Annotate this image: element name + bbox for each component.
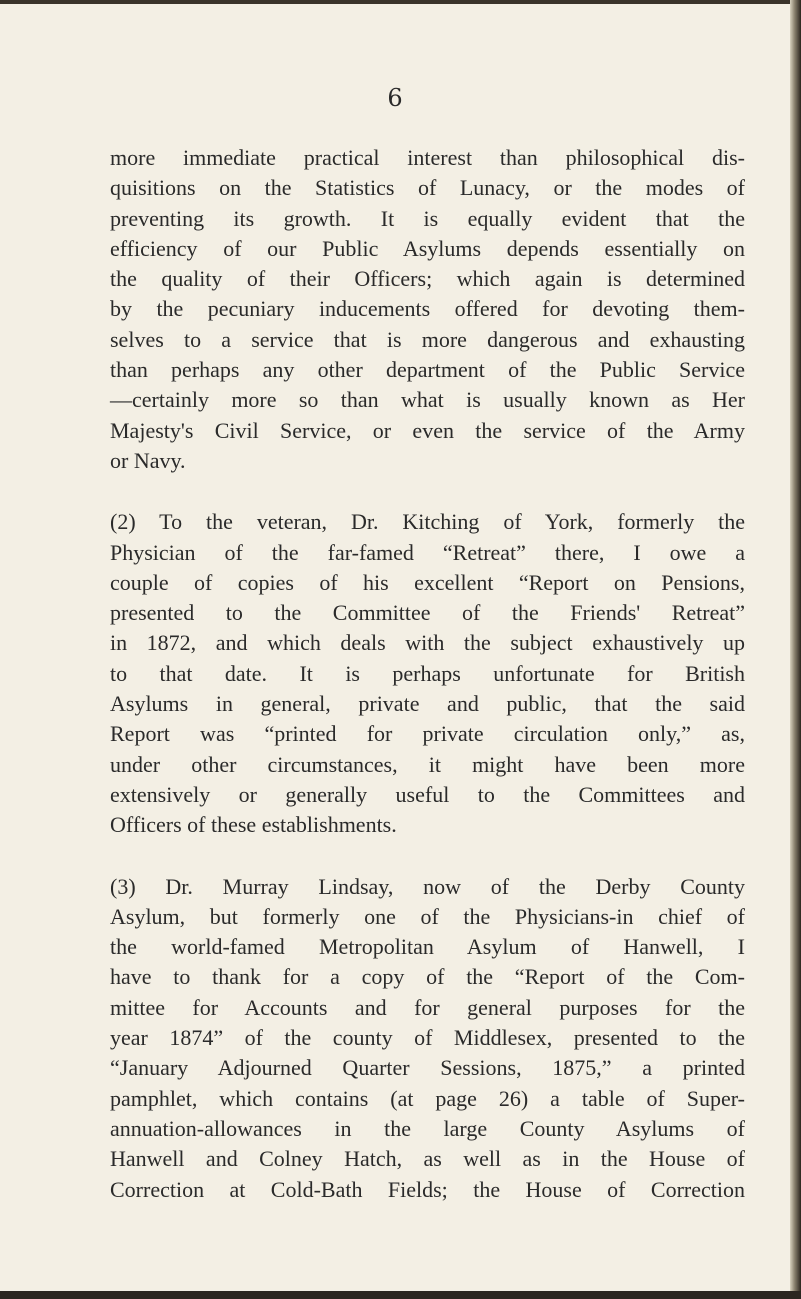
paragraph-1	[110, 143, 745, 476]
body-text	[110, 143, 745, 1205]
text-line: in 1872, and which deals with the subject exhaustively up	[110, 630, 745, 656]
text-line: or Navy.	[110, 447, 186, 473]
paragraph-gap	[110, 476, 745, 507]
text-line: Correction at Cold-Bath Fields; the House of Correction	[110, 1176, 745, 1202]
text-line: Hanwell and Colney Hatch, as well as in the House of	[110, 1146, 745, 1172]
text-line: (3) Dr. Murray Lindsay, now of the Derby County	[110, 873, 745, 899]
page-number: 6	[387, 84, 403, 112]
text-line: efficiency of our Public Asylums depends essentially on	[110, 235, 745, 261]
book-spine-edge	[790, 0, 801, 1299]
text-line: to that date. It is perhaps unfortunate for British	[110, 660, 745, 686]
text-line: Physician of the far-famed “Retreat” there, I owe a	[110, 539, 745, 565]
text-line: couple of copies of his excellent “Report on Pensions,	[110, 569, 745, 595]
paragraph-gap	[110, 841, 745, 872]
text-line: preventing its growth. It is equally evident that the	[110, 205, 745, 231]
text-line: (2) To the veteran, Dr. Kitching of York, formerly the	[110, 509, 745, 535]
text-line: annuation-allowances in the large County Asylums of	[110, 1115, 745, 1141]
text-line: Officers of these establishments.	[110, 812, 397, 838]
text-line: more immediate practical interest than philosophical dis-	[110, 145, 745, 170]
scan-top-edge	[0, 0, 801, 4]
text-line: “January Adjourned Quarter Sessions, 1875,” a printed	[110, 1055, 745, 1081]
paragraph-2	[110, 507, 745, 840]
text-line: mittee for Accounts and for general purposes for the	[110, 994, 745, 1020]
text-line: extensively or generally useful to the Committees and	[110, 781, 745, 807]
text-line: year 1874” of the county of Middlesex, presented to the	[110, 1025, 745, 1051]
text-line: Asylum, but formerly one of the Physicians-in chief of	[110, 903, 745, 929]
text-line: the quality of their Officers; which again is determined	[110, 266, 745, 292]
paragraph-3	[110, 872, 745, 1205]
scan-bottom-edge	[0, 1291, 801, 1299]
text-line: than perhaps any other department of the Public Service	[110, 357, 745, 383]
text-line: Report was “printed for private circulation only,” as,	[110, 721, 745, 747]
text-line: presented to the Committee of the Friends' Retreat”	[110, 600, 745, 626]
text-line: by the pecuniary inducements offered for devoting them-	[110, 296, 745, 322]
text-line: pamphlet, which contains (at page 26) a table of Super-	[110, 1085, 745, 1111]
text-line: Majesty's Civil Service, or even the service of the Army	[110, 417, 745, 443]
text-line: the world-famed Metropolitan Asylum of Hanwell, I	[110, 934, 745, 960]
text-line: have to thank for a copy of the “Report of the Com-	[110, 964, 745, 990]
text-line: Asylums in general, private and public, that the said	[110, 691, 745, 717]
text-line: selves to a service that is more dangerous and exhausting	[110, 326, 745, 352]
text-line: —certainly more so than what is usually known as Her	[110, 387, 745, 413]
text-line: under other circumstances, it might have been more	[110, 751, 745, 777]
text-line: quisitions on the Statistics of Lunacy, or the modes of	[110, 175, 745, 201]
